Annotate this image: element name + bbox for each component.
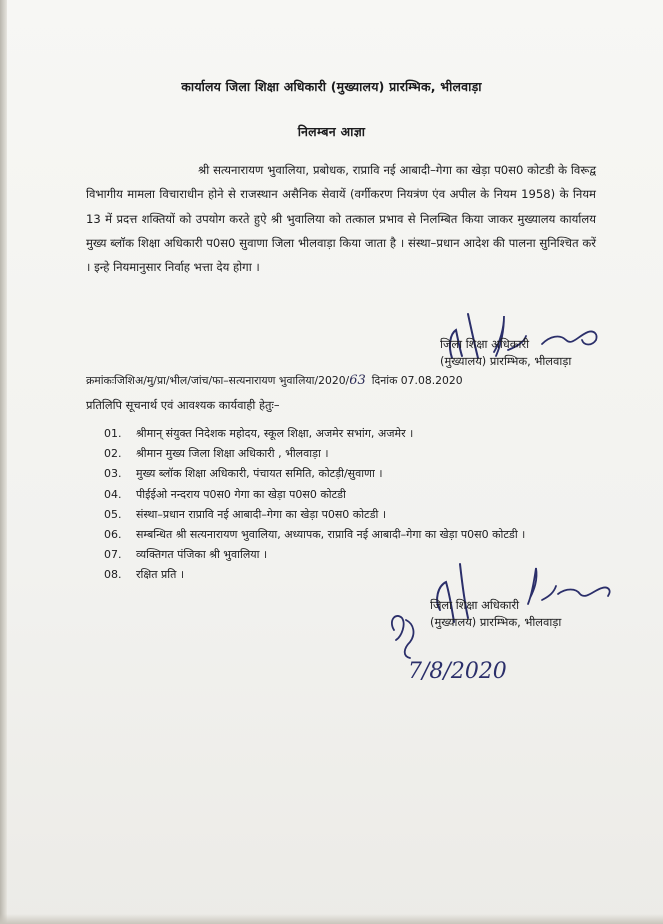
order-title: निलम्बन आज्ञा (297, 124, 366, 139)
signature-2-office: (मुख्यालय) प्रारम्भिक, भीलवाड़ा (430, 615, 562, 629)
list-item-number: 08. (104, 568, 122, 582)
list-item-number: 07. (104, 548, 122, 562)
list-item-number: 01. (104, 427, 122, 440)
office-heading: कार्यालय जिला शिक्षा अधिकारी (मुख्यालय) प्रारम्भिक, भीलवाड़ा (181, 79, 482, 94)
signature-2-designation: जिला शिक्षा अधिकारी (430, 598, 520, 612)
list-item-number: 02. (104, 447, 122, 461)
signature-1-office: (मुख्यालय) प्रारम्भिक, भीलवाड़ा (440, 354, 572, 368)
handwritten-dispatch-number: 63 (349, 373, 366, 388)
order-body-text: श्री सत्यनारायण भुवालिया, प्रबोधक, राप्रावि नई आबादी–गेगा का खेड़ा प0स0 कोटडी के विरूद्व विभागीय मामला विचाराधीन होने से राजस्थान असैनिक सेवायें (वर्गीकरण नियत्रंण एंव अपील के नियम 1958) के नियम 13 में प्रदत्त शक्तियों को उपयोग करते हुऐ श्री भुवालिया को तत्काल प्रभाव से निलम्बित किया जाकर मुख्यालय कार्यालय मुख्य ब्लॉक शिक्षा अधिकारी प0स0 सुवाणा जिला भीलवाड़ा किया जाता है । संस्था–प्रधान आदेश की पालना सुनिश्चित करें । इन्हे नियमानुसार निर्वाह भत्ता देय होगा । (86, 163, 596, 275)
list-item (104, 545, 589, 565)
list-item-text: श्रीमान् संयुक्त निदेशक महोदय, स्कूल शिक्षा, अजमेर सभांग, अजमेर । (136, 427, 414, 440)
list-item-number: 05. (104, 507, 122, 521)
reference-date: दिनांक 07.08.2020 (371, 374, 463, 387)
copy-intro: प्रतिलिपि सूचनार्थ एवं आवश्यक कार्यवाही हेतुः– (86, 398, 280, 412)
reference-number: क्रमांकःजिशिअ/मु/प्रा/भील/जांच/फा–सत्यनारायण भुवालिया/2020/ (86, 374, 350, 387)
reference-line (86, 373, 606, 388)
list-item-text: मुख्य ब्लॉक शिक्षा अधिकारी, पंचायत समिति, कोटड़ी/सुवाणा । (136, 467, 383, 481)
list-item-text: संस्था–प्रधान राप्रावि नई आबादी–गेगा का खेड़ा प0स0 कोटडी । (136, 507, 387, 521)
list-item-text: सम्बन्धित श्री सत्यनारायण भुवालिया, अध्यापक, राप्रावि नई आबादी–गेगा का खेड़ा प0स0 कोटडी । (136, 528, 526, 542)
list-item-number: 03. (104, 467, 122, 481)
list-item-number: 06. (104, 528, 122, 542)
signature-1-designation: जिला शिक्षा अधिकारी (440, 337, 530, 351)
signature-1-block (440, 336, 571, 370)
copy-list (104, 424, 589, 586)
list-item-number: 04. (104, 487, 122, 501)
handwritten-signature-date: 7/8/2020 (408, 659, 507, 684)
list-item-text: श्रीमान मुख्य जिला शिक्षा अधिकारी , भीलवाड़ा । (136, 447, 329, 461)
list-item (104, 505, 589, 525)
list-item (104, 464, 589, 484)
list-item (104, 565, 589, 585)
list-item (104, 444, 589, 464)
list-item-text: रक्षित प्रति । (136, 568, 185, 582)
list-item (104, 485, 589, 505)
list-item (104, 424, 589, 444)
list-item (104, 525, 589, 545)
list-item-text: पीईईओ नन्दराय प0स0 गेगा का खेड़ा प0स0 कोटडी (136, 487, 346, 501)
page-bottom-shadow (0, 914, 663, 924)
signature-2-block (430, 597, 561, 631)
list-item-text: व्यक्तिगत पंजिका श्री भुवालिया । (136, 548, 268, 562)
